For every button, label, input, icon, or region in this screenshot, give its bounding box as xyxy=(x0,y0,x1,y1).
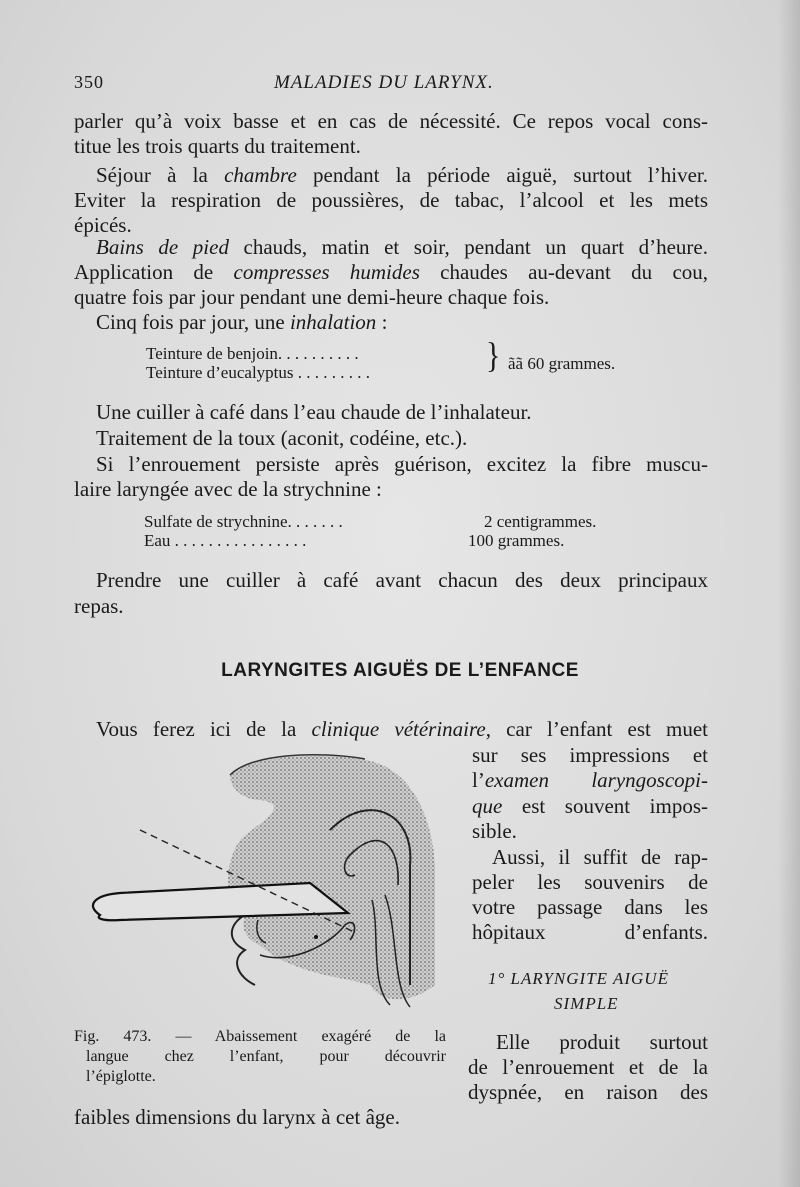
page-number: 350 xyxy=(74,72,104,92)
recipe-dose: 100 grammes. xyxy=(468,531,565,550)
emphasis: chambre xyxy=(224,163,297,187)
text-line: quatre fois par jour pendant une demi-heure chaque fois. xyxy=(74,285,550,309)
page-edge-shadow xyxy=(778,0,800,1187)
recipe-item: Eau . . . . . . . . . . . . . . . . xyxy=(144,531,307,550)
text-line: de l’enrouement et de la xyxy=(468,1055,708,1079)
recipe-item: Teinture d’eucalyptus . . . . . . . . . xyxy=(146,363,371,382)
text-line: Si l’enrouement persiste après guérison, excitez la fibre muscu- xyxy=(96,452,708,476)
text-line: sible. xyxy=(472,819,517,843)
running-title: MALADIES DU LARYNX. xyxy=(274,72,494,93)
figure-caption: l’épiglotte. xyxy=(86,1068,156,1085)
text-line: laire laryngée avec de la strychnine : xyxy=(74,477,382,501)
subsection-title: SIMPLE xyxy=(554,994,619,1013)
text-line: l’examen laryngoscopi- xyxy=(472,768,708,792)
text-line: Cinq fois par jour, une inhalation : xyxy=(96,310,388,334)
emphasis: Bains de pied xyxy=(96,235,229,259)
figure-caption: langue chez l’enfant, pour découvrir xyxy=(86,1048,446,1065)
text-line: peler les souvenirs de xyxy=(472,870,708,894)
anatomy-shading xyxy=(228,756,435,999)
page-header xyxy=(74,72,710,98)
emphasis: compresses humides xyxy=(233,260,420,284)
text-line: repas. xyxy=(74,594,124,618)
recipe-dose: 2 centigrammes. xyxy=(484,512,597,531)
emphasis: clinique vétérinaire xyxy=(311,717,486,741)
text-line: dyspnée, en raison des xyxy=(468,1080,708,1104)
text-line: Application de compresses humides chaudes au-devant du cou, xyxy=(74,260,709,284)
text-line: sur ses impressions et xyxy=(472,743,708,767)
section-title: LARYNGITES AIGUËS DE L’ENFANCE xyxy=(221,660,579,681)
text-line: Eviter la respiration de poussières, de tabac, l’alcool et les mets xyxy=(74,188,708,212)
text-line: Elle produit surtout xyxy=(496,1030,708,1054)
text-line: Prendre une cuiller à café avant chacun des deux principaux xyxy=(96,568,708,592)
recipe-item: Teinture de benjoin. . . . . . . . . . xyxy=(146,344,359,363)
text-line: Une cuiller à café dans l’eau chaude de l’inhalateur. xyxy=(96,400,532,424)
text-line: épicés. xyxy=(74,213,132,237)
text-line: Aussi, il suffit de rap- xyxy=(492,845,708,869)
figure-caption: Fig. 473. — Abaissement exagéré de la xyxy=(74,1028,446,1045)
brace: } xyxy=(486,335,501,376)
text-line: que est souvent impos- xyxy=(472,794,708,818)
text-line: parler qu’à voix basse et en cas de nécessité. Ce repos vocal cons- xyxy=(74,109,708,133)
figure-illustration xyxy=(80,745,450,1035)
text-line: Traitement de la toux (aconit, codéine, etc.). xyxy=(96,426,468,450)
text-line: Séjour à la chambre pendant la période aiguë, surtout l’hiver. xyxy=(96,163,708,187)
text-line: Bains de pied chauds, matin et soir, pendant un quart d’heure. xyxy=(96,235,708,259)
text-line: votre passage dans les xyxy=(472,895,708,919)
text-line: hôpitaux d’enfants. xyxy=(472,920,708,944)
emphasis: que xyxy=(472,794,503,818)
text-line: faibles dimensions du larynx à cet âge. xyxy=(74,1105,400,1129)
recipe-dose: ãã 60 grammes. xyxy=(508,354,616,373)
text-line: titue les trois quarts du traitement. xyxy=(74,134,361,158)
emphasis: examen laryngoscopi- xyxy=(484,768,708,792)
emphasis: inhalation xyxy=(289,310,377,334)
recipe-item: Sulfate de strychnine. . . . . . . xyxy=(144,512,343,531)
text-line: Vous ferez ici de la clinique vétérinaire, car l’enfant est muet xyxy=(96,717,709,741)
spatula xyxy=(93,883,348,920)
subsection-title: 1° LARYNGITE AIGUË xyxy=(488,969,669,988)
